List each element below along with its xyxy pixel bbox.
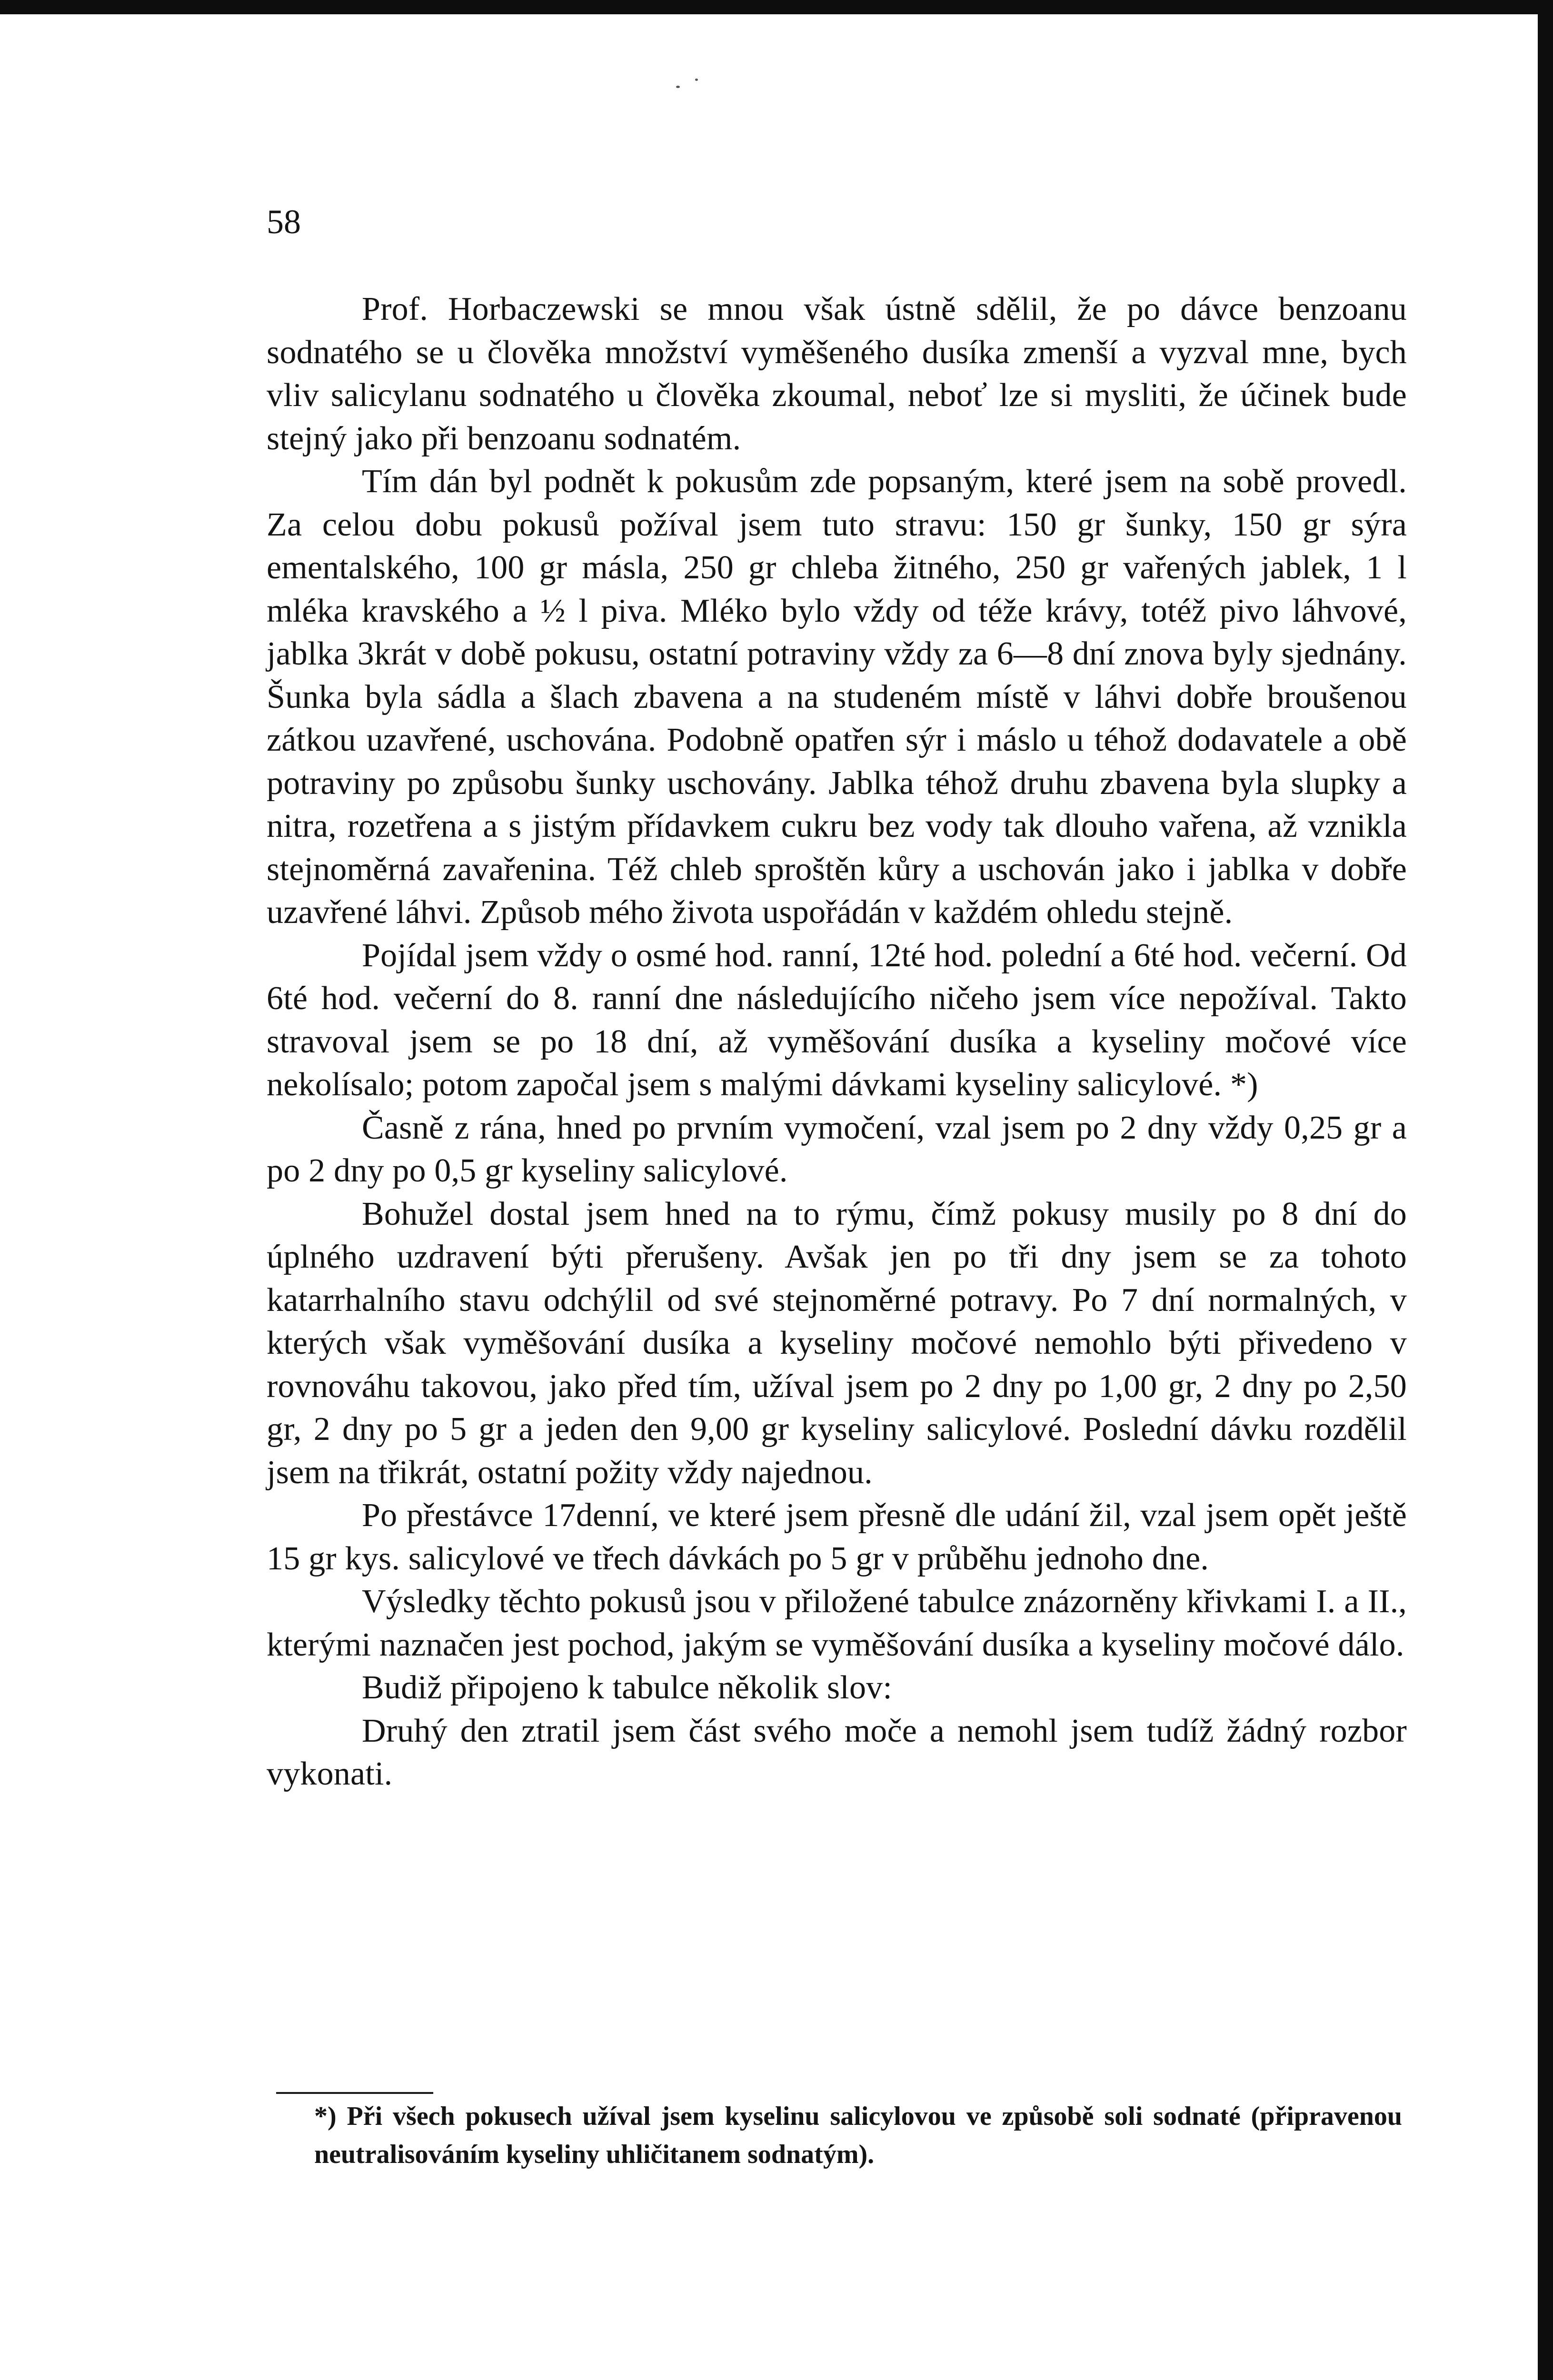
- paragraph: Výsledky těchto pokusů jsou v přiložené tabulce znázorněny křivkami I. a II., kterými naznačen jest pochod, jakým se vyměšování dusíka a kyseliny močové dálo.: [267, 1583, 1407, 1663]
- paragraph: Pojídal jsem vždy o osmé hod. ranní, 12té hod. polední a 6té hod. večerní. Od 6té hod. večerní do 8. ranní dne následujícího ničeho jsem více nepožíval. Takto stravoval jsem se po 18 dní, až vyměšování dusíka a kyseliny močové více nekolísalo; potom započal jsem s malými dávkami kyseliny salicylové. *): [267, 937, 1407, 1103]
- paragraph: Budiž připojeno k tabulce několik slov:: [362, 1669, 892, 1706]
- paragraph: Bohužel dostal jsem hned na to rýmu, čímž pokusy musily po 8 dní do úplného uzdravení býti přerušeny. Avšak jen po tři dny jsem se za tohoto katarrhalního stavu odchýlil od své stejnoměrné potravy. Po 7 dní normalných, v kterých však vyměšování dusíka a kyseliny močové nemohlo býti přivedeno v rovnováhu takovou, jako před tím, užíval jsem po 2 dny po 1,00 gr, 2 dny po 2,50 gr, 2 dny po 5 gr a jeden den 9,00 gr kyseliny salicylové. Poslední dávku rozdělil jsem na třikrát, ostatní požity vždy najednou.: [267, 1195, 1407, 1491]
- footnote: *) Při všech pokusech užíval jsem kyselinu salicylovou ve způsobě soli sodnaté (připravenou neutralisováním kyseliny uhličitanem sodnatým).: [314, 2102, 1402, 2169]
- paragraph: Prof. Horbaczewski se mnou však ústně sdělil, že po dávce benzoanu sodnatého se u člověka množství vyměšeného dusíka zmenší a vyzval mne, bych vliv salicylanu sodnatého u člověka zkoumal, neboť lze si mysliti, že účinek bude stejný jako při benzoanu sodnatém.: [267, 291, 1407, 457]
- paragraph: Po přestávce 17denní, ve které jsem přesně dle udání žil, vzal jsem opět ještě 15 gr kys. salicylové ve třech dávkách po 5 gr v průběhu jednoho dne.: [267, 1497, 1407, 1577]
- scan-speck: [676, 86, 680, 88]
- scan-speck: [695, 79, 698, 81]
- paragraph: Časně z rána, hned po prvním vymočení, vzal jsem po 2 dny vždy 0,25 gr a po 2 dny po 0,5 gr kyseliny salicylové.: [267, 1109, 1407, 1189]
- page-number: 58: [267, 203, 301, 241]
- body-text: [267, 288, 1407, 1796]
- paragraph: Druhý den ztratil jsem část svého moče a nemohl jsem tudíž žádný rozbor vykonati.: [267, 1712, 1407, 1792]
- footnote-divider: [276, 2092, 433, 2094]
- paragraph: Tím dán byl podnět k pokusům zde popsaným, které jsem na sobě provedl. Za celou dobu pokusů požíval jsem tuto stravu: 150 gr šunky, 150 gr sýra ementalského, 100 gr másla, 250 gr chleba žitného, 250 gr vařených jablek, 1 l mléka kravského a ½ l piva. Mléko bylo vždy od téže krávy, totéž pivo láhvové, jablka 3krát v době pokusu, ostatní potraviny vždy za 6—8 dní znova byly sjednány. Šunka byla sádla a šlach zbavena a na studeném místě v láhvi dobře broušenou zátkou uzavřené, uschována. Podobně opatřen sýr i máslo u téhož dodavatele a obě potraviny po způsobu šunky uschovány. Jablka téhož druhu zbavena byla slupky a nitra, rozetřena a s jistým přídavkem cukru bez vody tak dlouho vařena, až vznikla stejnoměrná zavařenina. Též chleb sproštěn kůry a uschován jako i jablka v dobře uzavřené láhvi. Způsob mého života uspořádán v každém ohledu stejně.: [267, 463, 1407, 931]
